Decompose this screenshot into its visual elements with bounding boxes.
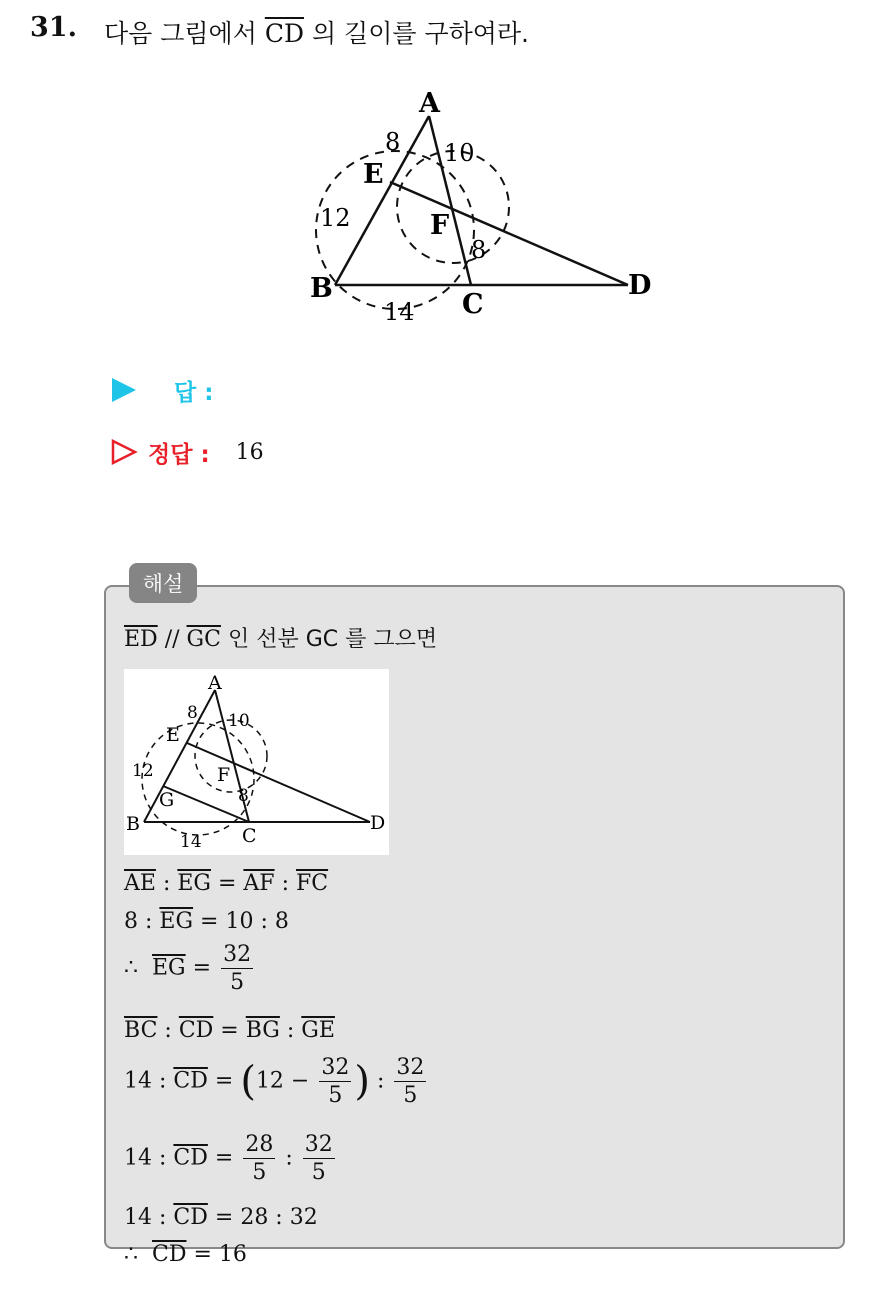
sol-line-gc xyxy=(163,786,249,822)
seg-ed: $\overline{ED}$ xyxy=(124,627,158,652)
step-7-seg: $\overline{CD}$ xyxy=(173,1205,208,1230)
step-4: $\overline{BC}$ : $\overline{CD} = \overline{BG}$ : $\overline{GE}$ xyxy=(124,1018,335,1043)
label-e: E xyxy=(363,159,384,190)
step-6-colon: : xyxy=(285,1145,293,1171)
step-8 xyxy=(124,1242,247,1267)
step-2-seg: $\overline{EG}$ xyxy=(159,909,194,934)
question-text-after: 의 길이를 구하여라. xyxy=(311,19,529,48)
step-6-seg: $\overline{CD}$ xyxy=(173,1145,208,1171)
frac-num: 32 xyxy=(304,1132,333,1157)
step-5-colon: : xyxy=(376,1068,385,1094)
step-8-seg: $\overline{CD}$ xyxy=(152,1242,187,1267)
step-1: $\overline{AE}$ : $\overline{EG} = \overline{AF}$ : $\overline{FC}$ xyxy=(124,871,329,896)
line-ab xyxy=(335,116,429,285)
length-eb: 12 xyxy=(320,204,351,232)
step-5-whole: 12 − xyxy=(255,1068,310,1094)
step-6-left: 14 : xyxy=(124,1145,167,1171)
fraction-32-5-b xyxy=(394,1054,426,1109)
seg-af: $\overline{AF}$ xyxy=(243,871,275,896)
step-2-right: = 10 : 8 xyxy=(200,909,289,934)
correct-answer-row xyxy=(110,434,264,470)
label-a: A xyxy=(419,88,440,119)
answer-row xyxy=(110,372,213,408)
fraction-32-5-a xyxy=(319,1054,351,1109)
step-6-eq: = xyxy=(214,1145,234,1171)
label-d: D xyxy=(628,270,652,301)
sol-length-bc: 14 xyxy=(180,832,202,852)
sol-label-e: E xyxy=(166,724,180,746)
solution-intro xyxy=(124,622,437,653)
frac-den: 5 xyxy=(328,1083,343,1108)
length-bc: 14 xyxy=(384,298,415,326)
step-8-right: = 16 xyxy=(193,1242,247,1267)
seg-bc: $\overline{BC}$ xyxy=(124,1018,158,1043)
frac-den: 5 xyxy=(252,1160,267,1185)
question-number: 31. xyxy=(30,12,77,43)
seg-fc: $\overline{FC}$ xyxy=(295,871,329,896)
step-2 xyxy=(124,909,289,934)
step-5-seg: $\overline{CD}$ xyxy=(173,1068,208,1094)
frac-den: 5 xyxy=(403,1083,418,1108)
therefore-symbol: ∴ xyxy=(124,955,138,981)
fraction-28-5 xyxy=(243,1131,275,1186)
step-7-left: 14 : xyxy=(124,1205,167,1230)
step-2-left: 8 : xyxy=(124,909,153,934)
frac-num: 32 xyxy=(321,1055,350,1080)
correct-answer-label: 정답 : xyxy=(148,441,210,468)
solution-tab: 해설 xyxy=(129,563,197,603)
play-triangle-icon xyxy=(110,375,138,405)
step-6 xyxy=(124,1131,338,1186)
sol-label-a: A xyxy=(208,672,222,694)
sol-line-ed xyxy=(187,743,370,822)
sol-label-c: C xyxy=(242,825,257,847)
step-5-left: 14 : xyxy=(124,1068,167,1094)
length-af: 10 xyxy=(444,139,475,167)
seg-ge: $\overline{GE}$ xyxy=(301,1018,335,1043)
question-text xyxy=(104,14,529,50)
step-7 xyxy=(124,1205,318,1230)
sol-label-f: F xyxy=(217,764,231,786)
intro-text: 인 선분 GC 를 그으면 xyxy=(227,627,438,652)
outline-triangle-icon xyxy=(110,437,138,467)
seg-bg: $\overline{BG}$ xyxy=(245,1018,280,1043)
therefore-symbol: ∴ xyxy=(124,1242,138,1267)
solution-figure xyxy=(124,669,389,855)
length-fc: 8 xyxy=(471,236,487,264)
label-f: F xyxy=(430,210,450,241)
right-paren: ) xyxy=(354,1058,370,1105)
parallel-symbol: // xyxy=(164,627,180,652)
frac-num: 28 xyxy=(245,1132,274,1157)
sol-length-ae: 8 xyxy=(187,703,198,723)
left-paren: ( xyxy=(240,1058,256,1105)
triangle-figure xyxy=(300,80,660,330)
sol-label-g: G xyxy=(159,789,175,811)
correct-answer-value: 16 xyxy=(235,439,264,465)
label-b: B xyxy=(310,273,333,304)
sol-length-af: 10 xyxy=(228,711,250,731)
step-7-right: = 28 : 32 xyxy=(214,1205,318,1230)
step-3-eq: = xyxy=(192,955,212,981)
seg-ae: $\overline{AE}$ xyxy=(124,871,156,896)
frac-num: 32 xyxy=(396,1055,425,1080)
step-5 xyxy=(124,1054,429,1109)
sol-length-eb: 12 xyxy=(132,761,154,781)
seg-eg: $\overline{EG}$ xyxy=(177,871,211,896)
dashed-circle-afc xyxy=(397,151,509,263)
seg-cd: $\overline{CD}$ xyxy=(178,1018,214,1043)
sol-line-ab xyxy=(144,690,215,822)
length-ae: 8 xyxy=(385,128,401,156)
sol-label-d: D xyxy=(370,812,386,834)
frac-num: 32 xyxy=(223,942,252,967)
answer-label: 답 : xyxy=(174,379,214,406)
frac-den: 5 xyxy=(311,1160,326,1185)
step-3-seg: $\overline{EG}$ xyxy=(152,955,186,981)
label-c: C xyxy=(462,289,484,320)
fraction-32-5 xyxy=(221,941,253,996)
seg-gc: $\overline{GC}$ xyxy=(186,627,221,652)
fraction-32-5-c xyxy=(303,1131,335,1186)
step-5-eq: = xyxy=(214,1068,234,1094)
sol-length-fc: 8 xyxy=(238,786,249,806)
question-text-before: 다음 그림에서 xyxy=(104,19,257,48)
segment-cd: $\overline{CD}$ xyxy=(264,19,304,48)
frac-den: 5 xyxy=(230,970,245,995)
step-3 xyxy=(124,941,256,996)
sol-label-b: B xyxy=(126,813,140,835)
